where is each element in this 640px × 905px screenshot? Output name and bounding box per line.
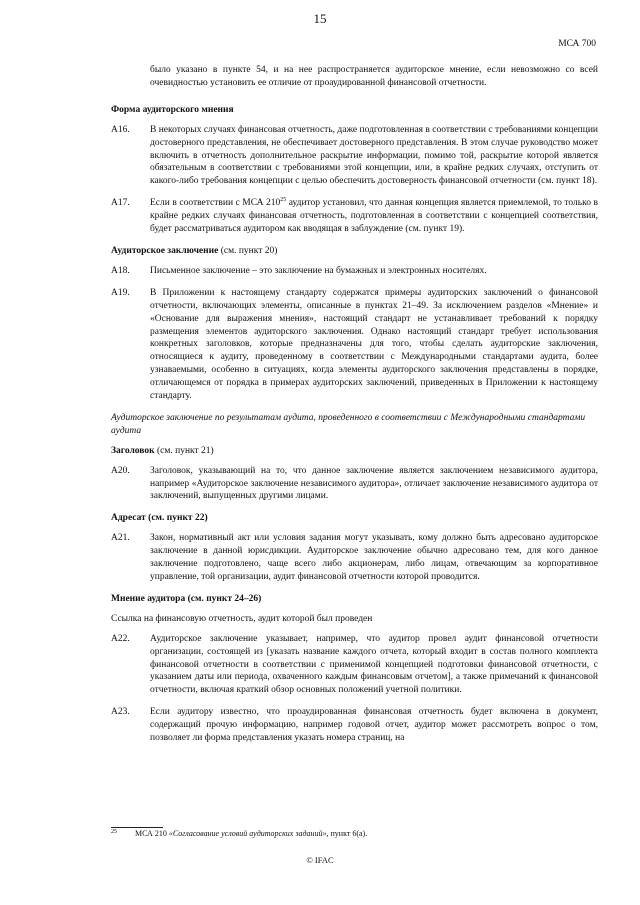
paragraph-number: A23. <box>111 707 130 718</box>
paragraph-text: В Приложении к настоящему стандарту содержатся примеры аудиторских заключений о финансовой отчетности, включающих элементы, описанные в пунктах 21–49. За исключением разделов «Мнение» и «Основание для выражения мнения», настоящий стандарт не устанавливает требований к порядку размещения элементов аудиторского заключения. Однако настоящий стандарт требует использования конкретных заголовков, которые предназначены для того, чтобы сделать аудиторские заключения, относящиеся к аудиту, проведенному в соответствии с Международными стандартами аудита, более узнаваемыми, особенно в ситуациях, когда элементы аудиторского заключения представлены в порядке, отличающемся от порядка в примерах аудиторских заключений, приведенных в Приложении к настоящему стандарту. <box>150 287 598 402</box>
paragraph-text: Если аудитору известно, что проаудированная финансовая отчетность будет включена в документ, содержащий прочую информацию, например годовой отчет, аудитор может рассмотреть вопрос о том, позволяет ли форма представления указать номера страниц, на <box>150 707 598 744</box>
paragraph-a23 <box>111 706 598 745</box>
copyright-footer: © IFAC <box>306 855 334 865</box>
section-heading-title <box>111 445 598 458</box>
page-number: 15 <box>313 11 327 26</box>
page-content <box>111 64 598 754</box>
footnote-ref[interactable]: 25 <box>280 197 287 204</box>
heading-ref: (см. пункт 21) <box>154 445 214 456</box>
paragraph-text <box>150 197 598 236</box>
paragraph-a19 <box>111 287 598 403</box>
paragraph-a16 <box>111 124 598 189</box>
footnote-title: «Согласование условий аудиторских заданий» <box>168 829 327 838</box>
footnote-divider <box>111 827 163 828</box>
paragraph-text: В некоторых случаях финансовая отчетность, даже подготовленная в соответствии с требованиями концепции достоверного представления, не обеспечивает достоверного представления. В этом случае руководство может включить в отчетность дополнительное раскрытие информации, помимо той, раскрытие которой является обязательным в соответствии с требованиями этой концепции, или, в крайне редких случаях, отступить от какого-либо требования концепции с целью обеспечить достоверность финансовой отчетности (см. пункт 18). <box>150 124 598 187</box>
heading-text: Аудиторское заключение <box>111 245 219 256</box>
footnote-number: 25 <box>111 829 117 835</box>
section-heading-form: Форма аудиторского мнения <box>111 104 234 115</box>
section-heading-report <box>111 245 598 258</box>
text-before-footnote: Если в соответствии с МСА 210 <box>150 198 281 209</box>
paragraph-text: Письменное заключение – это заключение на бумажных и электронных носителях. <box>150 265 487 276</box>
paragraph-text: Закон, нормативный акт или условия задания могут указывать, кому должно быть адресовано аудиторское заключение в данной юрисдикции. Аудиторское заключение обычно адресовано тем, для кого данное заключение подготовлено, чаще всего либо акционерам, либо лицам, отвечающим за корпоративное управление, той организации, аудит финансовой отчетности которой проводится. <box>150 533 598 582</box>
paragraph-a18 <box>111 265 598 278</box>
subheading-reference: Ссылка на финансовую отчетность, аудит которой был проведен <box>111 613 373 624</box>
footnote <box>111 829 367 838</box>
paragraph-number: A16. <box>111 124 130 135</box>
heading-text: Заголовок <box>111 445 155 456</box>
paragraph-text: Заголовок, указывающий на то, что данное заключение является заключением независимого аудитора, например «Аудиторское заключение независимого аудитора», отличает заключение независимого аудитора от заключений, выпущенных другими лицами. <box>150 465 598 502</box>
section-heading-opinion: Мнение аудитора (см. пункт 24–26) <box>111 593 262 604</box>
footnote-prefix: МСА 210 <box>135 829 169 838</box>
paragraph-number: A19. <box>111 287 130 298</box>
section-heading-addressee: Адресат (см. пункт 22) <box>111 513 208 524</box>
paragraph-a21 <box>111 532 598 584</box>
paragraph-text: Аудиторское заключение указывает, например, что аудитор провел аудит финансовой отчетности организации, состоящей из [указать название каждого отчета, который входит в состав полного комплекта финансовой отчетности в соответствии с применимой концепцией подготовки финансовой отчетности, с указанием даты или периода, охваченного каждым финансовым отчетом], а также примечаний к финансовой отчетности, включая краткий обзор основных положений учетной политики. <box>150 633 598 696</box>
paragraph-a22 <box>111 633 598 698</box>
paragraph-a17 <box>111 197 598 236</box>
paragraph-a20 <box>111 465 598 504</box>
paragraph-number: A21. <box>111 533 130 544</box>
intro-continuation: было указано в пункте 54, и на нее распространяется аудиторское мнение, если невозможно со всей очевидностью установить ее отличие от проаудированной финансовой отчетности. <box>150 65 598 88</box>
paragraph-number: A18. <box>111 265 130 276</box>
isa-report-heading: Аудиторское заключение по результатам аудита, проведенного в соответствии с Международными стандартами аудита <box>111 412 586 436</box>
standard-tag: МСА 700 <box>558 39 596 49</box>
heading-ref: (см. пункт 20) <box>218 245 278 256</box>
footnote-suffix: , пункт 6(a). <box>326 829 368 838</box>
paragraph-number: A22. <box>111 633 130 644</box>
paragraph-number: A17. <box>111 198 130 209</box>
paragraph-number: A20. <box>111 465 130 476</box>
text-after-footnote: аудитор установил, что данная концепция является приемлемой, то только в крайне редких случаях финансовая отчетность, подготовленная в соответствии с концепцией соответствия, будет рассматриваться аудитором как вводящая в заблуждение (см. пункт 19). <box>150 198 598 235</box>
